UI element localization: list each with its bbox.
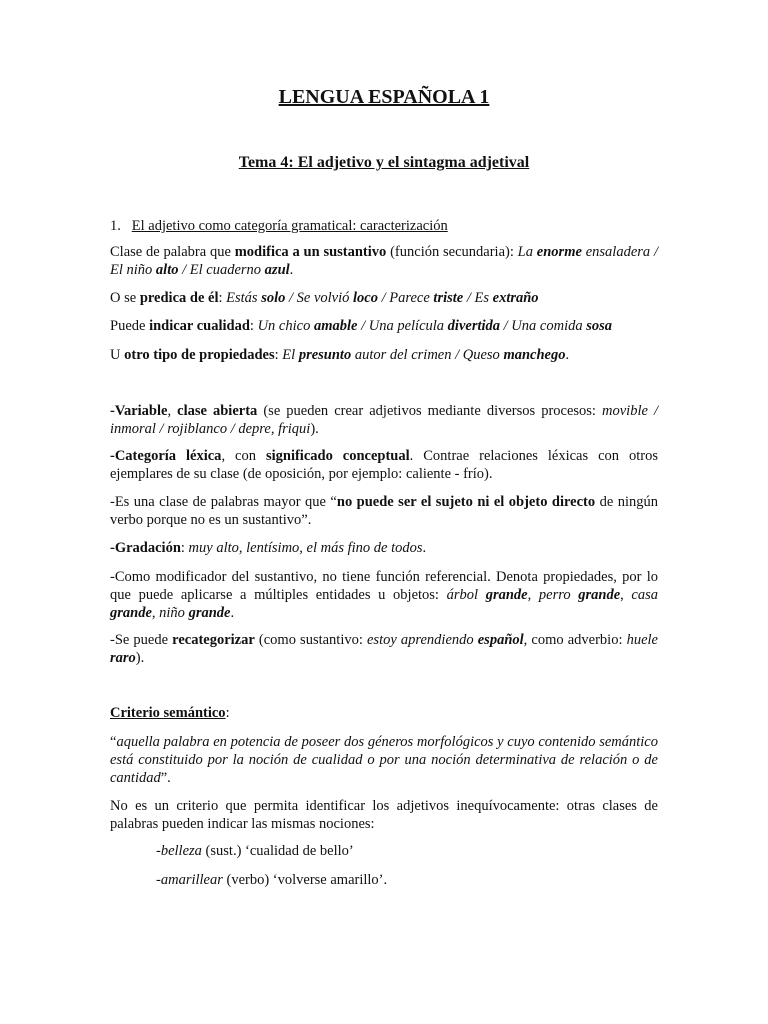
paragraph-propiedades: U otro tipo de propiedades: El presunto autor del crimen / Queso manchego. [110,347,570,363]
document-subtitle: Tema 4: El adjetivo y el sintagma adjetival [238,154,530,171]
section-1-heading [110,217,658,235]
paragraph-no-criterio: No es un criterio que permita identificar los adjetivos inequívocamente: otras clases de palabras pueden indicar las mismas nociones: [110,798,658,832]
example-amarillear: -amarillear (verbo) ‘volverse amarillo’. [156,872,388,888]
paragraph-clase-mayor: -Es una clase de palabras mayor que “no puede ser el sujeto ni el objeto directo de ningún verbo porque no es un sustantivo”. [110,494,659,528]
paragraph-definition: Clase de palabra que modifica a un sustantivo (función secundaria): La enorme ensaladera / El niño alto / El cuaderno azul. [110,244,658,278]
criterio-semantico-heading: Criterio semántico: [110,705,230,721]
section-title: El adjetivo como categoría gramatical: caracterización [131,218,448,234]
paragraph-predica: O se predica de él: Estás solo / Se volvió loco / Parece triste / Es extraño [110,290,539,306]
paragraph-categoria-lexica: -Categoría léxica, con significado conceptual. Contrae relaciones léxicas con otros ejemplares de su clase (de oposición, por ejemplo: caliente - frío). [110,448,658,482]
definition-quote: “aquella palabra en potencia de poseer dos géneros morfológicos y cuyo contenido semántico está constituido por la noción de cualidad o por una noción determinativa de relación o de cantidad”. [110,734,658,786]
example-belleza: -belleza (sust.) ‘cualidad de bello’ [156,843,354,859]
document-title: LENGUA ESPAÑOLA 1 [278,86,490,108]
paragraph-recategorizar: -Se puede recategorizar (como sustantivo: estoy aprendiendo español, como adverbio: huele raro). [110,632,658,666]
paragraph-variable: -Variable, clase abierta (se pueden crear adjetivos mediante diversos procesos: movible / inmoral / rojiblanco / depre, friqui). [110,403,658,437]
section-number: 1. [110,218,121,234]
paragraph-gradacion: -Gradación: muy alto, lentísimo, el más fino de todos. [110,540,427,556]
paragraph-modificador: -Como modificador del sustantivo, no tiene función referencial. Denota propiedades, por lo que puede aplicarse a múltiples entidades u objetos: árbol grande, perro grande, casa grande, niño grande. [110,569,659,621]
paragraph-cualidad: Puede indicar cualidad: Un chico amable / Una película divertida / Una comida sosa [110,318,613,334]
